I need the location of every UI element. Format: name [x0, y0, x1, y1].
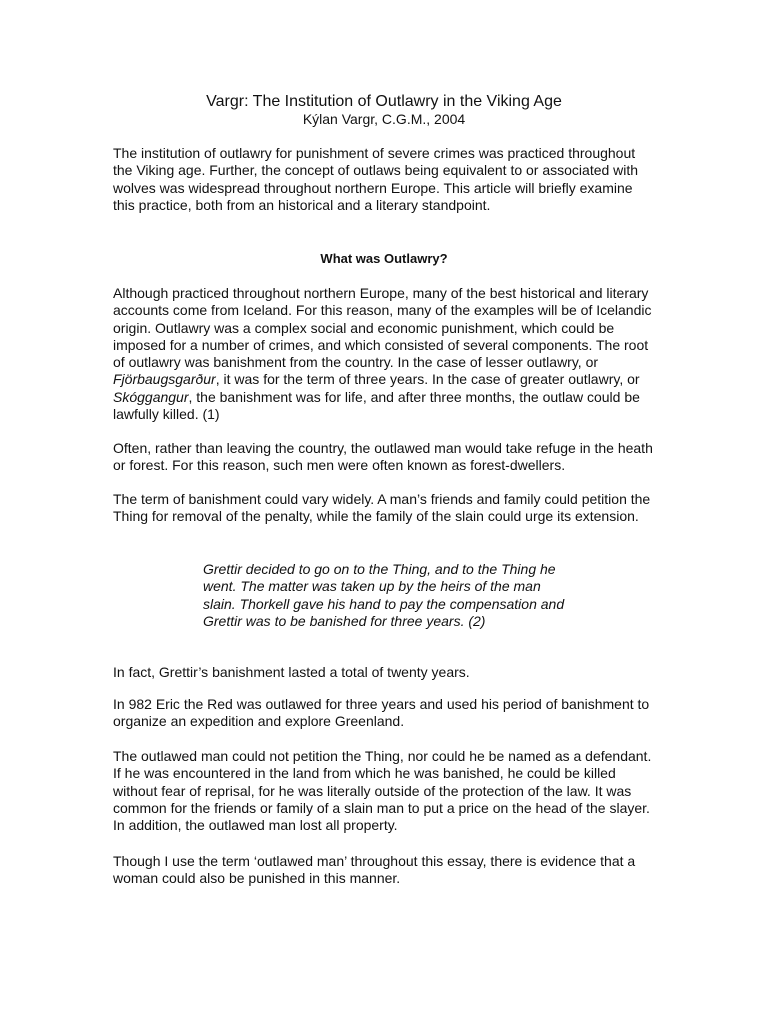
women-paragraph: Though I use the term ‘outlawed man’ throughout this essay, there is evidence that a woman could also be punished in this manner.	[113, 853, 636, 887]
outlawry-paragraph	[113, 285, 658, 423]
document-author: Kýlan Vargr, C.G.M., 2004	[302, 111, 466, 127]
lesser-outlawry-term: Fjörbaugsgarður	[113, 371, 216, 388]
forest-dwellers-paragraph: Often, rather than leaving the country, the outlawed man would take refuge in the heath or forest. For this reason, such men were often known as forest-dwellers.	[113, 440, 653, 474]
eric-the-red-paragraph: In 982 Eric the Red was outlawed for three years and used his period of banishment to organize an expedition and explore Greenland.	[113, 696, 650, 730]
outlawry-text-2: , it was for the term of three years. In the case of greater outlawry, or	[215, 371, 640, 388]
grettir-quote: Grettir decided to go on to the Thing, and to the Thing he went. The matter was taken up by the heirs of the man slain. Thorkell gave his hand to pay the compensation and Grettir was to be banished for three years. (2)	[203, 561, 565, 629]
legal-status-paragraph: The outlawed man could not petition the Thing, nor could he be named as a defendant. If he was encountered in the land from which he was banished, he could be killed without fear of reprisal, for he was literally outside of the protection of the law. It was common for the friends or family of a slain man to put a price on the head of the slayer. In addition, the outlawed man lost all property.	[113, 748, 652, 834]
banishment-term-paragraph: The term of banishment could vary widely. A man’s friends and family could petition the Thing for removal of the penalty, while the family of the slain could urge its extension.	[113, 491, 651, 525]
grettir-paragraph: In fact, Grettir’s banishment lasted a total of twenty years.	[113, 664, 470, 680]
outlawry-text-1: Although practiced throughout northern Europe, many of the best historical and literary accounts come from Iceland. For this reason, many of the examples will be of Icelandic origin. Outlawry was a complex social and economic punishment, which could be imposed for a number of crimes, and which consisted of several components. The root of outlawry was banishment from the country. In the case of lesser outlawry, or	[113, 285, 652, 371]
intro-paragraph: The institution of outlawry for punishment of severe crimes was practiced throughout the Viking age. Further, the concept of outlaws being equivalent to or associated with wolves was widespread throughout northern Europe. This article will briefly examine this practice, both from an historical and a literary standpoint.	[113, 145, 639, 213]
section-heading: What was Outlawry?	[320, 251, 448, 266]
greater-outlawry-term: Skóggangur	[113, 388, 189, 405]
outlawry-text-3: , the banishment was for life, and after three months, the outlaw could be lawfully killed. (1)	[113, 388, 640, 423]
document-title: Vargr: The Institution of Outlawry in the Viking Age	[206, 93, 562, 110]
